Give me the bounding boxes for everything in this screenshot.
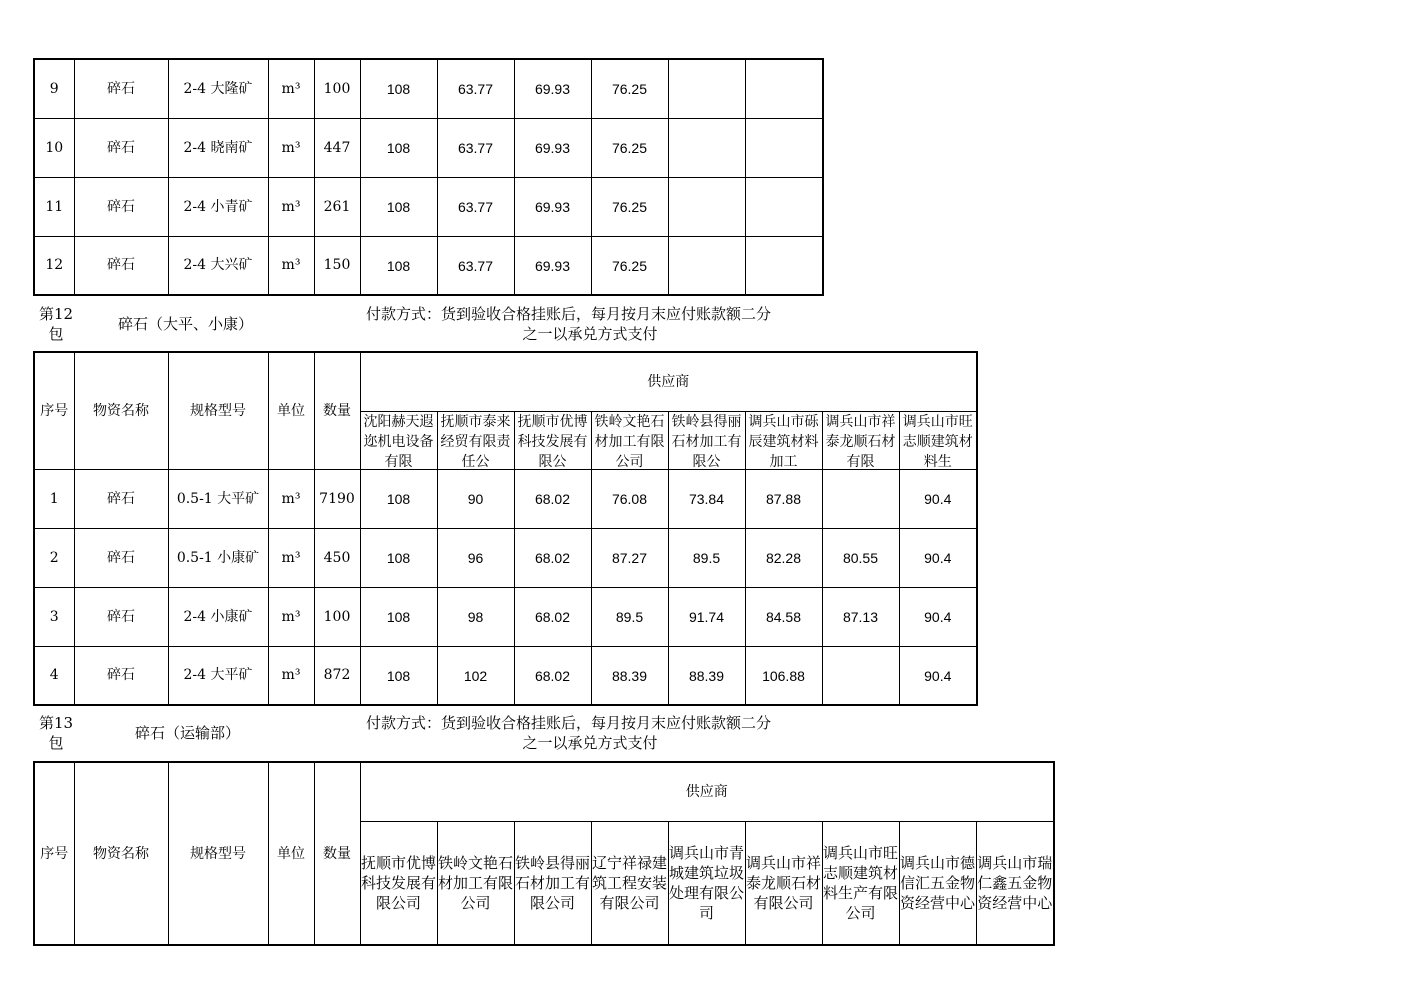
quantity: 100 bbox=[314, 59, 360, 118]
price-cell: 63.77 bbox=[437, 177, 514, 236]
price-cell bbox=[745, 59, 823, 118]
price-cell: 73.84 bbox=[668, 469, 745, 528]
price-cell bbox=[745, 118, 823, 177]
supplier-name: 沈阳赫天遐迩机电设备有限 bbox=[363, 413, 434, 469]
supplier-header-cell bbox=[591, 411, 668, 469]
supplier-header-cell bbox=[437, 411, 514, 469]
supplier-header-cell bbox=[437, 821, 514, 945]
header-unit: 单位 bbox=[268, 352, 314, 469]
material-name: 碎石 bbox=[74, 177, 168, 236]
price-cell: 96 bbox=[437, 528, 514, 587]
price-cell: 108 bbox=[360, 118, 437, 177]
supplier-name: 辽宁祥禄建筑工程安装有限公司 bbox=[591, 853, 667, 912]
supplier-name: 抚顺市优博科技发展有限公 bbox=[517, 413, 588, 469]
material-name: 碎石 bbox=[74, 587, 168, 646]
price-cell: 68.02 bbox=[514, 528, 591, 587]
supplier-name: 调兵山市瑞仁鑫五金物资经营中心 bbox=[977, 853, 1053, 912]
price-cell: 84.58 bbox=[745, 587, 822, 646]
spec: 2-4 大平矿 bbox=[168, 646, 268, 705]
supplier-header-cell bbox=[745, 821, 822, 945]
price-cell: 69.93 bbox=[514, 236, 591, 295]
price-cell: 106.88 bbox=[745, 646, 822, 705]
row-no: 1 bbox=[34, 469, 74, 528]
unit: m³ bbox=[268, 59, 314, 118]
price-cell: 76.25 bbox=[591, 59, 668, 118]
price-cell: 88.39 bbox=[591, 646, 668, 705]
material-name: 碎石 bbox=[74, 469, 168, 528]
price-cell: 82.28 bbox=[745, 528, 822, 587]
table-row bbox=[34, 469, 977, 528]
unit: m³ bbox=[268, 528, 314, 587]
material-name: 碎石 bbox=[74, 646, 168, 705]
spec: 0.5-1 大平矿 bbox=[168, 469, 268, 528]
material-name: 碎石 bbox=[74, 59, 168, 118]
price-cell bbox=[822, 469, 899, 528]
price-cell: 80.55 bbox=[822, 528, 899, 587]
supplier-header-cell bbox=[591, 821, 668, 945]
supplier-name: 调兵山市青城建筑垃圾处理有限公司 bbox=[668, 843, 744, 922]
price-cell: 69.93 bbox=[514, 118, 591, 177]
price-cell: 76.25 bbox=[591, 236, 668, 295]
package13-payment-line2: 之一以承兑方式支付 bbox=[522, 734, 658, 752]
quantity: 150 bbox=[314, 236, 360, 295]
unit: m³ bbox=[268, 646, 314, 705]
header-spec: 规格型号 bbox=[168, 352, 268, 469]
unit: m³ bbox=[268, 118, 314, 177]
price-cell: 69.93 bbox=[514, 59, 591, 118]
price-cell: 87.13 bbox=[822, 587, 899, 646]
price-cell: 108 bbox=[360, 528, 437, 587]
price-cell: 90.4 bbox=[899, 646, 977, 705]
price-cell: 108 bbox=[360, 469, 437, 528]
quantity: 100 bbox=[314, 587, 360, 646]
table-row bbox=[34, 118, 823, 177]
unit: m³ bbox=[268, 587, 314, 646]
row-no: 2 bbox=[34, 528, 74, 587]
supplier-header-cell bbox=[668, 411, 745, 469]
price-cell: 90.4 bbox=[899, 587, 977, 646]
quantity: 450 bbox=[314, 528, 360, 587]
supplier-header-cell bbox=[822, 821, 899, 945]
price-cell: 68.02 bbox=[514, 469, 591, 528]
spec: 2-4 晓南矿 bbox=[168, 118, 268, 177]
material-name: 碎石 bbox=[74, 528, 168, 587]
price-cell: 68.02 bbox=[514, 646, 591, 705]
price-table-b bbox=[33, 351, 978, 706]
package13-title: 碎石（运输部） bbox=[135, 724, 241, 742]
supplier-name: 调兵山市旺志顺建筑材料生产有限公司 bbox=[822, 843, 898, 922]
price-cell bbox=[745, 177, 823, 236]
supplier-name: 铁岭县得丽石材加工有限公司 bbox=[514, 853, 590, 912]
price-cell: 108 bbox=[360, 177, 437, 236]
table-row bbox=[34, 528, 977, 587]
price-cell: 88.39 bbox=[668, 646, 745, 705]
supplier-name: 铁岭文艳石材加工有限公司 bbox=[594, 413, 665, 469]
header-supplier: 供应商 bbox=[360, 762, 1054, 821]
table-row bbox=[34, 587, 977, 646]
supplier-header-cell bbox=[514, 821, 591, 945]
price-cell: 102 bbox=[437, 646, 514, 705]
header-no: 序号 bbox=[34, 762, 74, 945]
supplier-header-cell bbox=[668, 821, 745, 945]
price-cell: 98 bbox=[437, 587, 514, 646]
supplier-name: 调兵山市德信汇五金物资经营中心 bbox=[899, 853, 975, 912]
supplier-header-cell bbox=[514, 411, 591, 469]
material-name: 碎石 bbox=[74, 118, 168, 177]
package13-label-text: 第13包 bbox=[38, 714, 74, 752]
price-cell: 90.4 bbox=[899, 469, 977, 528]
package12-title: 碎石（大平、小康） bbox=[118, 315, 254, 333]
row-no: 3 bbox=[34, 587, 74, 646]
package13-payment-line1: 付款方式：货到验收合格挂账后，每月按月末应付账款额二分 bbox=[366, 714, 772, 732]
price-cell: 90 bbox=[437, 469, 514, 528]
price-cell: 68.02 bbox=[514, 587, 591, 646]
supplier-name: 调兵山市旺志顺建筑材料生 bbox=[902, 413, 973, 469]
row-no: 11 bbox=[34, 177, 74, 236]
supplier-name: 调兵山市砾辰建筑材料加工 bbox=[748, 413, 819, 469]
header-name: 物资名称 bbox=[74, 352, 168, 469]
unit: m³ bbox=[268, 469, 314, 528]
quantity: 872 bbox=[314, 646, 360, 705]
supplier-header-cell bbox=[360, 411, 437, 469]
header-no: 序号 bbox=[34, 352, 74, 469]
supplier-name: 调兵山市祥泰龙顺石材有限 bbox=[825, 413, 896, 469]
price-cell: 76.08 bbox=[591, 469, 668, 528]
price-table-a bbox=[33, 58, 824, 296]
price-cell: 90.4 bbox=[899, 528, 977, 587]
package12-payment-line1: 付款方式：货到验收合格挂账后，每月按月末应付账款额二分 bbox=[366, 305, 772, 323]
supplier-header-cell bbox=[745, 411, 822, 469]
price-cell: 89.5 bbox=[668, 528, 745, 587]
spec: 0.5-1 小康矿 bbox=[168, 528, 268, 587]
table-row bbox=[34, 177, 823, 236]
table-row bbox=[34, 646, 977, 705]
price-cell: 69.93 bbox=[514, 177, 591, 236]
price-cell: 91.74 bbox=[668, 587, 745, 646]
price-cell bbox=[668, 177, 745, 236]
header-spec: 规格型号 bbox=[168, 762, 268, 945]
price-table-c bbox=[33, 761, 1055, 946]
spec: 2-4 小康矿 bbox=[168, 587, 268, 646]
spec: 2-4 大隆矿 bbox=[168, 59, 268, 118]
price-cell: 108 bbox=[360, 646, 437, 705]
price-cell bbox=[668, 118, 745, 177]
price-cell: 76.25 bbox=[591, 118, 668, 177]
package12-label-text: 第12包 bbox=[38, 305, 74, 343]
supplier-name: 铁岭文艳石材加工有限公司 bbox=[437, 853, 513, 912]
row-no: 9 bbox=[34, 59, 74, 118]
supplier-header-cell bbox=[899, 411, 977, 469]
price-cell: 76.25 bbox=[591, 177, 668, 236]
supplier-header-cell bbox=[822, 411, 899, 469]
spec: 2-4 大兴矿 bbox=[168, 236, 268, 295]
header-supplier: 供应商 bbox=[360, 352, 977, 411]
price-cell bbox=[668, 236, 745, 295]
price-cell: 108 bbox=[360, 59, 437, 118]
unit: m³ bbox=[268, 177, 314, 236]
supplier-name: 铁岭县得丽石材加工有限公 bbox=[671, 413, 742, 469]
supplier-name: 抚顺市泰来经贸有限责任公 bbox=[440, 413, 511, 469]
price-cell: 108 bbox=[360, 587, 437, 646]
price-cell bbox=[745, 236, 823, 295]
supplier-header-cell bbox=[360, 821, 437, 945]
quantity: 7190 bbox=[314, 469, 360, 528]
table-row bbox=[34, 236, 823, 295]
material-name: 碎石 bbox=[74, 236, 168, 295]
price-cell: 87.27 bbox=[591, 528, 668, 587]
price-cell: 63.77 bbox=[437, 236, 514, 295]
supplier-header-cell bbox=[976, 821, 1054, 945]
package13-label bbox=[36, 713, 76, 753]
unit: m³ bbox=[268, 236, 314, 295]
row-no: 12 bbox=[34, 236, 74, 295]
quantity: 447 bbox=[314, 118, 360, 177]
price-cell: 87.88 bbox=[745, 469, 822, 528]
supplier-name: 抚顺市优博科技发展有限公司 bbox=[360, 853, 436, 912]
package12-payment-line2: 之一以承兑方式支付 bbox=[522, 325, 658, 343]
supplier-name: 调兵山市祥泰龙顺石材有限公司 bbox=[745, 853, 821, 912]
header-qty: 数量 bbox=[314, 352, 360, 469]
price-cell: 63.77 bbox=[437, 59, 514, 118]
price-cell bbox=[668, 59, 745, 118]
price-cell: 63.77 bbox=[437, 118, 514, 177]
package12-label bbox=[36, 304, 76, 344]
price-cell bbox=[822, 646, 899, 705]
row-no: 4 bbox=[34, 646, 74, 705]
quantity: 261 bbox=[314, 177, 360, 236]
price-cell: 108 bbox=[360, 236, 437, 295]
spec: 2-4 小青矿 bbox=[168, 177, 268, 236]
header-name: 物资名称 bbox=[74, 762, 168, 945]
supplier-header-cell bbox=[899, 821, 976, 945]
price-cell: 89.5 bbox=[591, 587, 668, 646]
header-unit: 单位 bbox=[268, 762, 314, 945]
table-row bbox=[34, 59, 823, 118]
header-qty: 数量 bbox=[314, 762, 360, 945]
row-no: 10 bbox=[34, 118, 74, 177]
